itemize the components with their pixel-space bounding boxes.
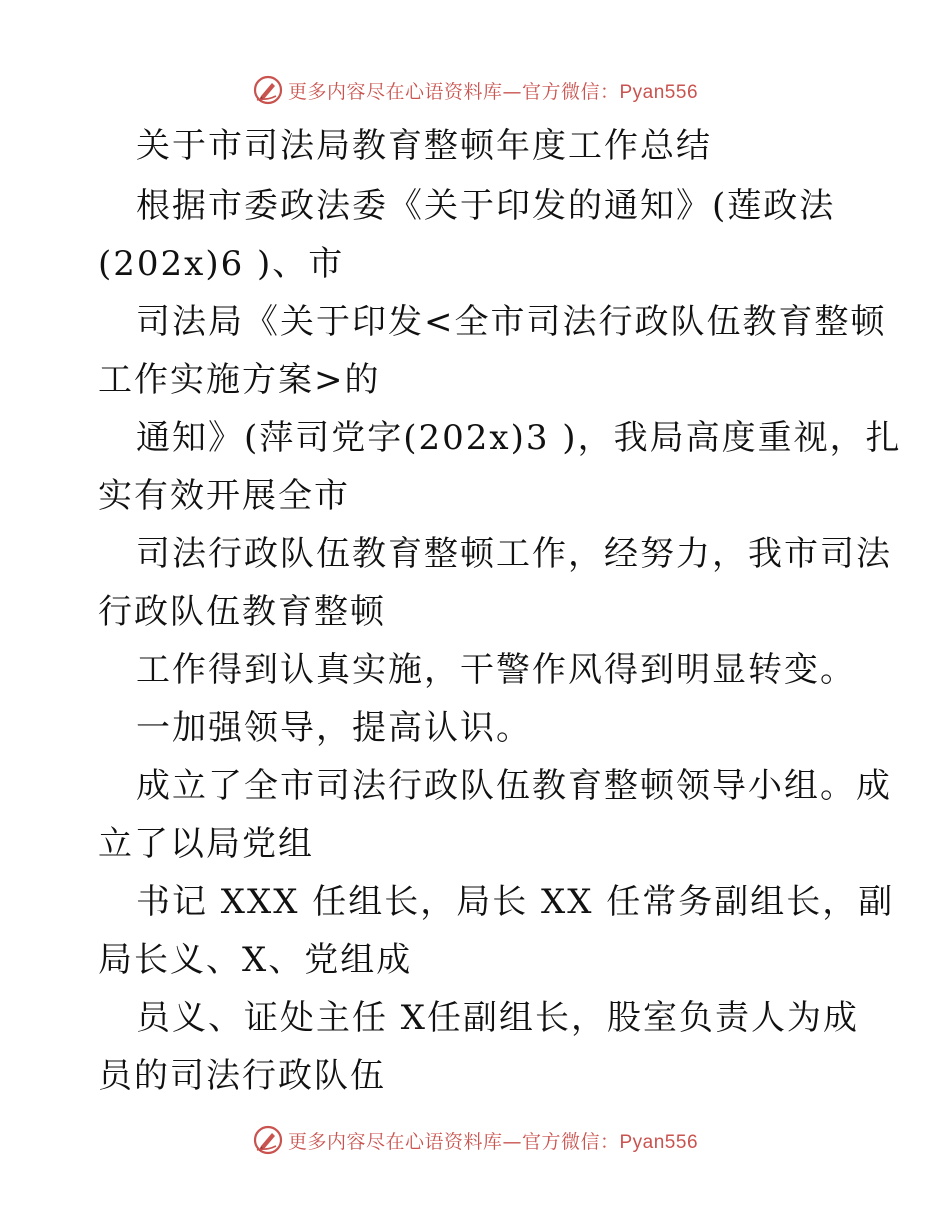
text-line: 局长义、X、党组成 <box>98 940 413 980</box>
text-line: 员义、证处主任 X任副组长，股室负责人为成 <box>136 998 860 1038</box>
text-line: 工作得到认真实施，干警作风得到明显转变。 <box>136 650 856 690</box>
header-banner <box>0 70 950 110</box>
pen-logo-icon <box>252 74 284 106</box>
text-line: 司法行政队伍教育整顿工作，经努力，我市司法 <box>136 534 892 574</box>
banner-wechat-id: Pyan556 <box>619 81 699 103</box>
section-heading: 一加强领导，提高认识。 <box>136 708 532 748</box>
document-title: 关于市司法局教育整顿年度工作总结 <box>136 126 712 166</box>
text-line: 行政队伍教育整顿 <box>98 592 386 632</box>
text-line: 根据市委政法委《关于印发的通知》(莲政法 <box>136 186 836 226</box>
text-line: 实有效开展全市 <box>98 476 350 516</box>
footer-banner <box>0 1120 950 1160</box>
text-line: 司法局《关于印发<全市司法行政队伍教育整顿 <box>136 302 887 342</box>
text-line: (202x)6 )、市 <box>98 244 345 284</box>
banner-wechat-id: Pyan556 <box>619 1131 699 1153</box>
text-line: 书记 XXX 任组长，局长 XX 任常务副组长，副 <box>136 882 895 922</box>
text-line: 员的司法行政队伍 <box>98 1056 386 1096</box>
text-line: 成立了全市司法行政队伍教育整顿领导小组。成 <box>136 766 892 806</box>
banner-text: 更多内容尽在心语资料库—官方微信：Pyan556 <box>287 1130 699 1153</box>
text-line: 工作实施方案>的 <box>98 360 381 400</box>
pen-logo-icon <box>252 1124 284 1156</box>
banner-text: 更多内容尽在心语资料库—官方微信：Pyan556 <box>287 80 699 103</box>
text-line: 通知》(萍司党字(202x)3 )，我局高度重视，扎 <box>136 418 902 458</box>
text-line: 立了以局党组 <box>98 824 314 864</box>
